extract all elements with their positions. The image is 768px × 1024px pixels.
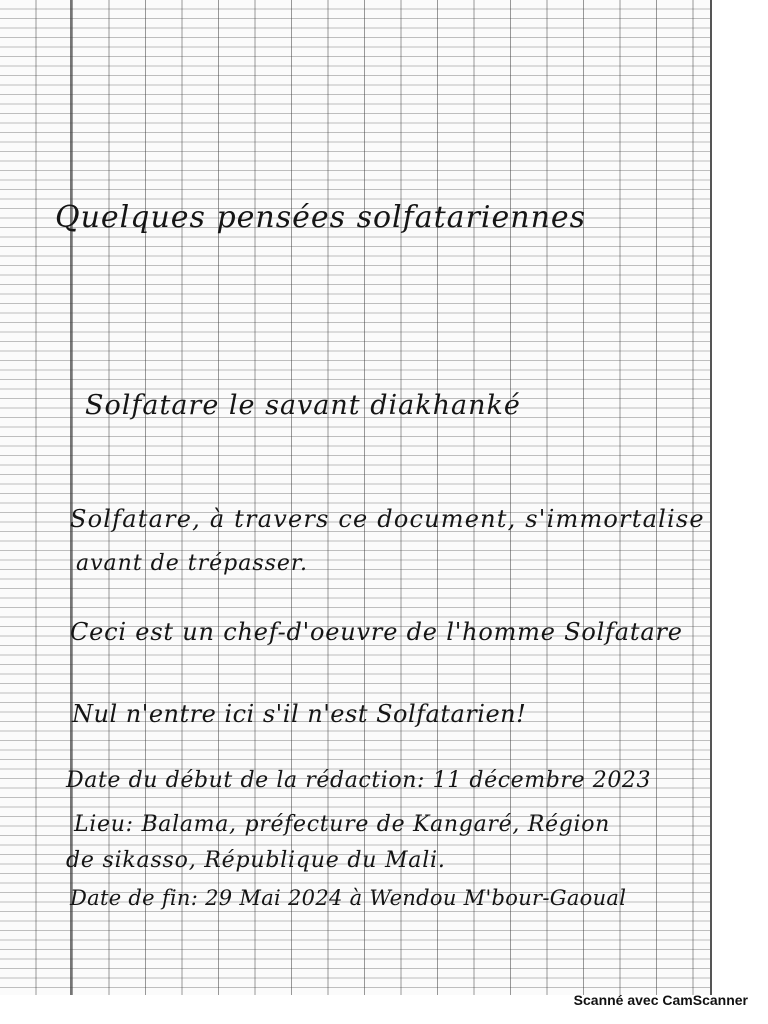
place-line: Lieu: Balama, préfecture de Kangaré, Région bbox=[74, 812, 611, 837]
margin-line bbox=[70, 0, 72, 995]
end-date-line: Date de fin: 29 Mai 2024 à Wendou M'bour-Gaoual bbox=[70, 886, 627, 910]
start-date-line: Date du début de la rédaction: 11 décembre 2023 bbox=[66, 768, 652, 793]
text-line: avant de trépasser. bbox=[76, 551, 309, 576]
document-heading: Solfatare le savant diakhanké bbox=[85, 390, 521, 421]
text-line: Nul n'entre ici s'il n'est Solfatarien! bbox=[72, 700, 527, 728]
scanner-watermark: Scanné avec CamScanner bbox=[573, 992, 748, 1008]
text-line: Solfatare, à travers ce document, s'immortalise bbox=[70, 505, 705, 533]
text-line: Ceci est un chef-d'oeuvre de l'homme Solfatare bbox=[70, 618, 683, 646]
place-line-continued: de sikasso, République du Mali. bbox=[66, 848, 446, 873]
document-title: Quelques pensées solfatariennes bbox=[55, 200, 587, 235]
